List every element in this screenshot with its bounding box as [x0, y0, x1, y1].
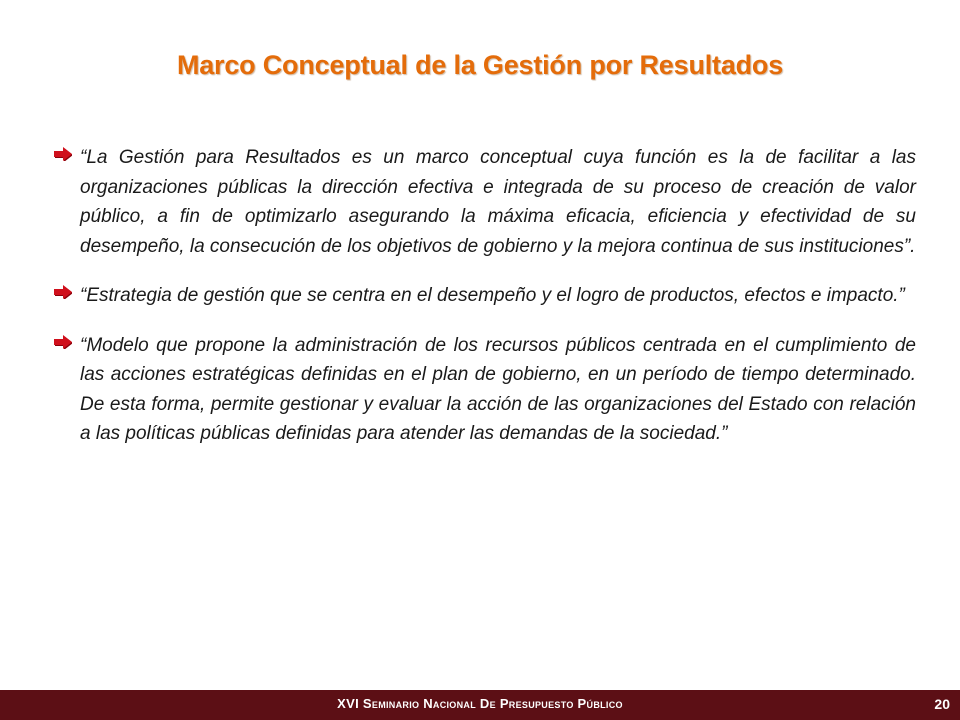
footer-seminar-text: XVI Seminario Nacional De Presupuesto Público [337, 696, 623, 711]
red-arrow-bullet-icon [54, 285, 72, 299]
bullet-item [54, 281, 916, 311]
slide-title: Marco Conceptual de la Gestión por Resultados [176, 50, 784, 80]
bullet-text: “La Gestión para Resultados es un marco conceptual cuya función es la de facilitar a las organizaciones públicas la dirección efectiva e integrada de su proceso de creación de valor público, a fin de optimizarlo asegurando la máxima eficacia, eficiencia y efectividad de su desempeño, la consecución de los objetivos de gobierno y la mejora continua de sus instituciones”. [80, 147, 916, 257]
bullet-item [54, 143, 916, 261]
red-arrow-bullet-icon [54, 335, 72, 349]
bullet-item [54, 331, 916, 449]
bullet-list [54, 143, 916, 469]
bullet-text: “Estrategia de gestión que se centra en el desempeño y el logro de productos, efectos e impacto.” [80, 285, 905, 306]
red-arrow-bullet-icon [54, 147, 72, 161]
footer-bar [0, 690, 960, 720]
bullet-text: “Modelo que propone la administración de los recursos públicos centrada en el cumplimiento de las acciones estratégicas definidas en el plan de gobierno, en un período de tiempo determinado. De esta forma, permite gestionar y evaluar la acción de las organizaciones del Estado con relación a las políticas públicas definidas para atender las demandas de la sociedad.” [80, 334, 916, 444]
page-number: 20 [934, 696, 950, 712]
